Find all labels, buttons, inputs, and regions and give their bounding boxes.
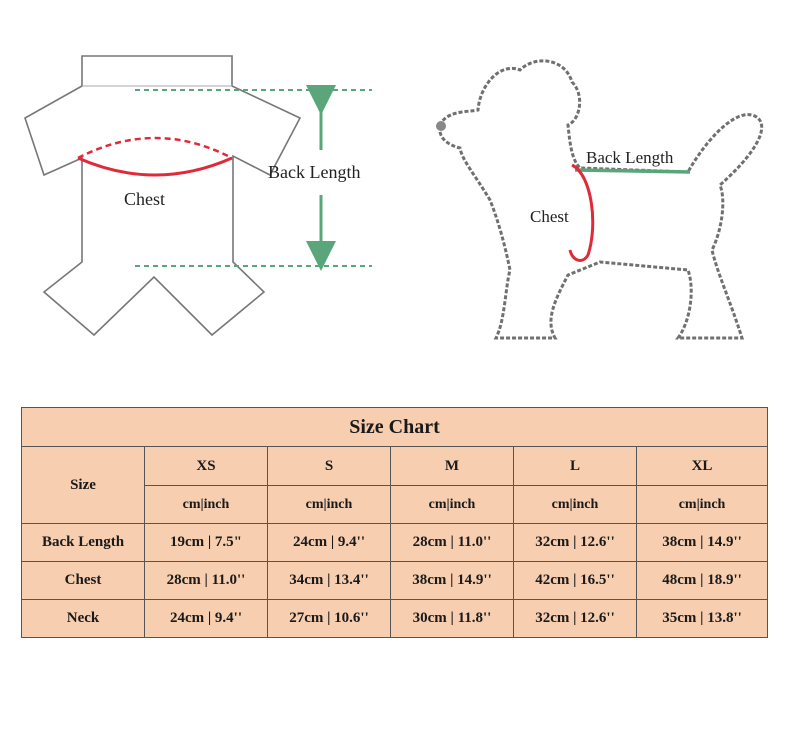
unit-label-l: cm|inch xyxy=(514,486,637,524)
unit-label-xl: cm|inch xyxy=(637,486,768,524)
table-cell: 38cm | 14.9'' xyxy=(637,524,768,562)
unit-label-s: cm|inch xyxy=(268,486,391,524)
table-cell: 27cm | 10.6'' xyxy=(268,600,391,638)
row-label-neck: Neck xyxy=(22,600,145,638)
table-cell: 24cm | 9.4'' xyxy=(268,524,391,562)
shirt-back-length-label: Back Length xyxy=(268,162,361,182)
unit-label-xs: cm|inch xyxy=(145,486,268,524)
size-chart-table xyxy=(21,407,768,638)
dog-back-length-line xyxy=(575,170,690,172)
table-cell: 32cm | 12.6'' xyxy=(514,524,637,562)
size-chart-title: Size Chart xyxy=(22,408,768,447)
table-cell: 32cm | 12.6'' xyxy=(514,600,637,638)
table-cell: 48cm | 18.9'' xyxy=(637,562,768,600)
table-row-neck xyxy=(22,600,768,638)
table-cell: 30cm | 11.8'' xyxy=(391,600,514,638)
table-cell: 19cm | 7.5" xyxy=(145,524,268,562)
table-cell: 42cm | 16.5'' xyxy=(514,562,637,600)
dog-illustration xyxy=(436,61,762,338)
dog-outline xyxy=(440,61,762,338)
table-cell: 38cm | 14.9'' xyxy=(391,562,514,600)
size-l-header: L xyxy=(514,447,637,486)
row-label-chest: Chest xyxy=(22,562,145,600)
size-header: Size xyxy=(22,447,145,524)
size-xl-header: XL xyxy=(637,447,768,486)
dog-back-length-label: Back Length xyxy=(586,148,674,167)
table-cell: 28cm | 11.0'' xyxy=(391,524,514,562)
dog-chest-marker xyxy=(570,165,593,260)
table-cell: 28cm | 11.0'' xyxy=(145,562,268,600)
dog-chest-label: Chest xyxy=(530,207,569,226)
row-label-back-length: Back Length xyxy=(22,524,145,562)
table-row-chest xyxy=(22,562,768,600)
table-cell: 35cm | 13.8'' xyxy=(637,600,768,638)
shirt-chest-label: Chest xyxy=(124,189,166,209)
size-xs-header: XS xyxy=(145,447,268,486)
table-cell: 24cm | 9.4'' xyxy=(145,600,268,638)
dog-nose-icon xyxy=(436,121,446,131)
table-cell: 34cm | 13.4'' xyxy=(268,562,391,600)
table-row-back-length xyxy=(22,524,768,562)
size-s-header: S xyxy=(268,447,391,486)
size-m-header: M xyxy=(391,447,514,486)
unit-label-m: cm|inch xyxy=(391,486,514,524)
